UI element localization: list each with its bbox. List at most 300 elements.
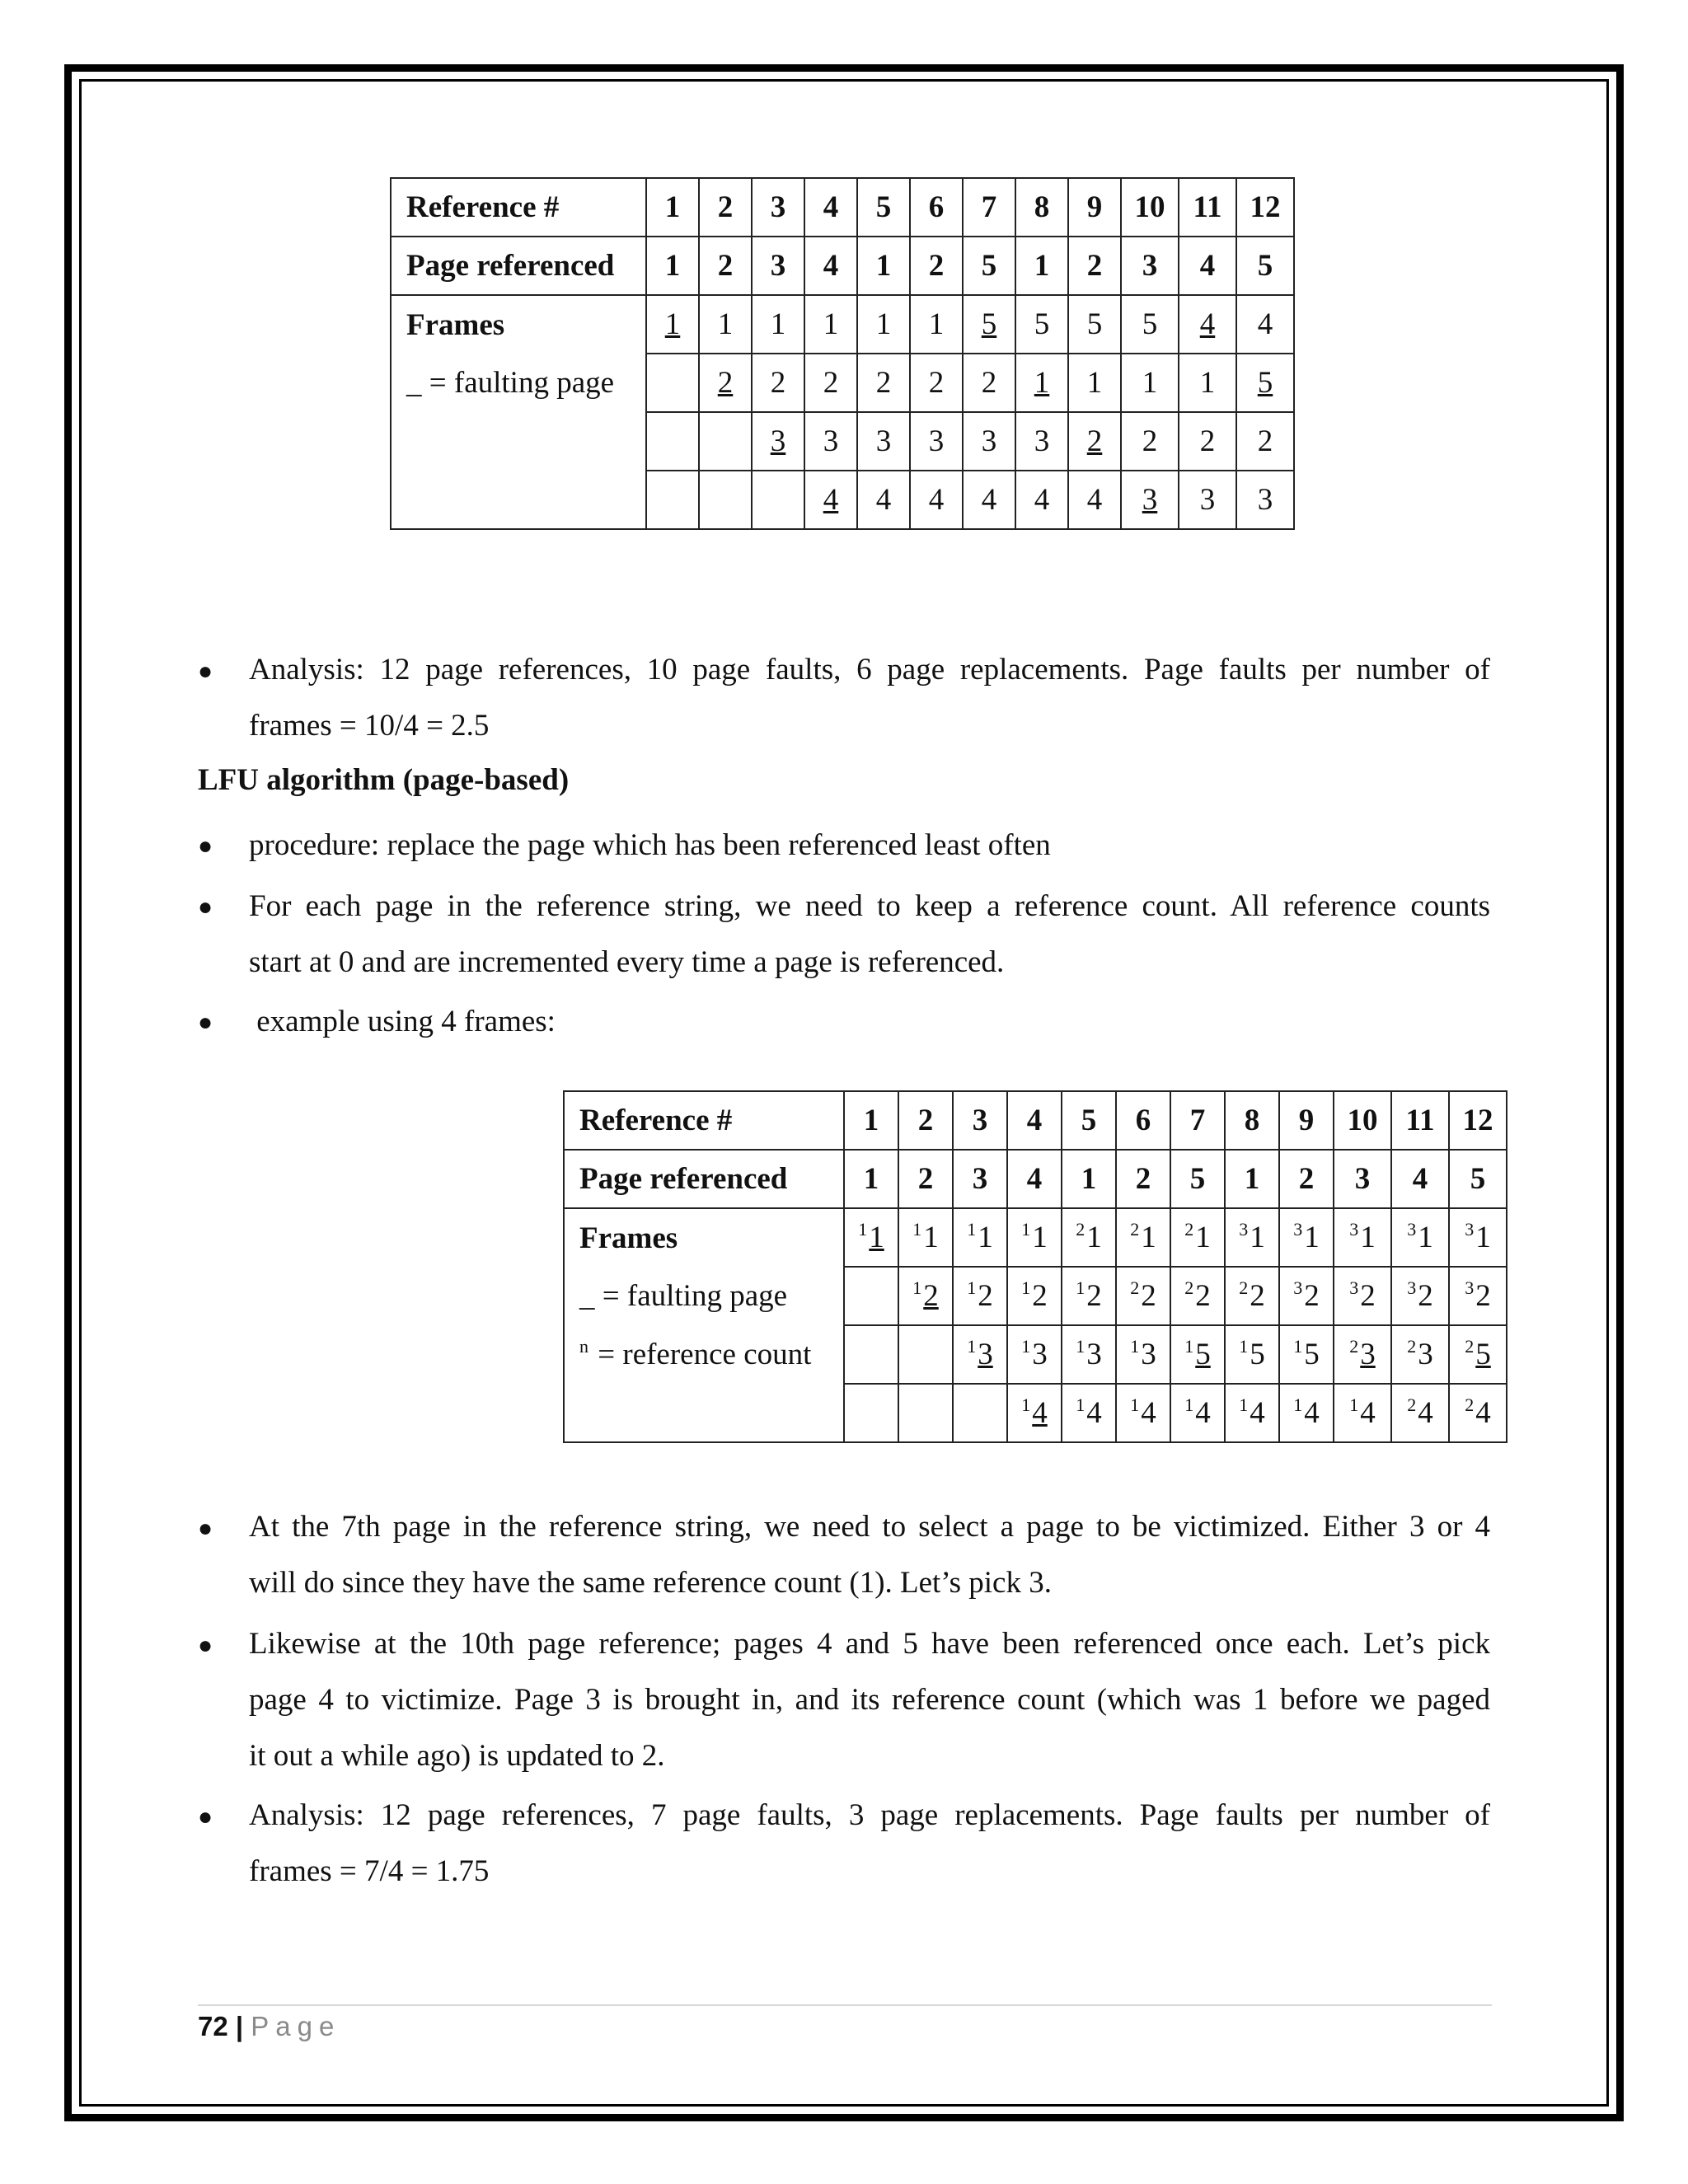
frame-cell [857,295,910,354]
page-number: 72 [198,2011,228,2041]
frame-page-value: 2 [823,366,839,400]
frame-cell [953,1384,1007,1442]
reference-count: 2 [1349,1336,1359,1357]
frame-cell [752,295,804,354]
legend-superscript: n [579,1336,588,1357]
frame-page-value: 5 [981,307,997,341]
table-row [564,1150,1507,1208]
frame-page-value: 5 [1086,307,1103,341]
frame-page-value: 4 [1034,483,1050,517]
frame-cell [1015,412,1068,471]
frame-page-value: 4 [1141,1396,1156,1430]
frame-cell [953,1267,1007,1325]
bullet-icon: ● [198,658,213,685]
table-label-blank [391,412,646,471]
frame-cell [1179,471,1236,529]
victim-line2: will do since they have the same reference count (1). Let’s pick 3. [249,1566,1052,1600]
reference-count: 1 [967,1336,977,1357]
frame-cell [1279,1208,1334,1267]
table-label-blank [391,471,646,529]
frame-cell [1334,1208,1391,1267]
frame-cell [1279,1267,1334,1325]
frame-cell [857,412,910,471]
reference-count: 3 [1293,1277,1303,1298]
table-row [391,471,1294,529]
reference-number-cell: 6 [910,178,963,237]
frame-page-value: 1 [1475,1221,1491,1254]
reference-count: 1 [858,1219,868,1240]
analysis-lfu-line2: frames = 7/4 = 1.75 [249,1854,490,1888]
frame-cell [1225,1325,1279,1384]
table-row [391,237,1294,295]
reference-number-label: Reference # [564,1091,844,1150]
reference-count: 2 [1465,1394,1475,1415]
frame-page-value: 2 [1257,424,1273,458]
frame-cell [1449,1325,1507,1384]
table-row [391,295,1294,354]
frame-page-value: 4 [1257,307,1273,341]
example-text: example using 4 frames: [249,1005,556,1038]
frame-page-value: 4 [981,483,997,517]
frame-page-value: 1 [1304,1221,1320,1254]
reference-count: 2 [1076,1219,1085,1240]
frame-cell [646,471,699,529]
frame-page-value: 4 [1250,1396,1265,1430]
reference-count: 1 [1130,1394,1140,1415]
frame-cell [1179,295,1236,354]
frame-cell [857,354,910,412]
frame-page-value: 4 [928,483,945,517]
reference-count: 1 [1076,1277,1085,1298]
frame-cell [1225,1384,1279,1442]
frame-page-value: 3 [1257,483,1273,517]
frame-page-value: 2 [1032,1279,1048,1313]
frame-cell [752,471,804,529]
page-referenced-cell: 4 [1179,237,1236,295]
reference-number-cell: 11 [1391,1091,1449,1150]
reference-number-cell: 12 [1236,178,1294,237]
fifo-page-table [390,177,1295,530]
reference-count: 2 [1184,1277,1194,1298]
likewise-text [249,1616,1490,1784]
page-referenced-cell: 5 [963,237,1015,295]
page-referenced-cell: 5 [1236,237,1294,295]
footer-divider [198,2004,1492,2006]
frame-page-value: 4 [1418,1396,1433,1430]
reference-count: 1 [967,1219,977,1240]
page-referenced-cell: 2 [898,1150,953,1208]
reference-count: 2 [1407,1394,1417,1415]
reference-count: 3 [1349,1277,1359,1298]
frame-page-value: 4 [1086,483,1103,517]
reference-count: 3 [1465,1277,1475,1298]
reference-number-cell: 5 [857,178,910,237]
frame-page-value: 3 [875,424,892,458]
frame-cell [1334,1325,1391,1384]
frame-page-value: 5 [1250,1338,1265,1371]
frame-page-value: 1 [1250,1221,1265,1254]
frame-page-value: 5 [1257,366,1273,400]
frame-cell [1225,1208,1279,1267]
page-referenced-cell: 2 [1068,237,1121,295]
frame-page-value: 3 [1142,483,1158,517]
frame-cell [1170,1384,1225,1442]
frame-cell [1179,354,1236,412]
frame-cell [1062,1325,1116,1384]
analysis-fifo-line2: frames = 10/4 = 2.5 [249,709,490,743]
frame-page-value: 1 [875,307,892,341]
frame-cell [844,1208,898,1267]
page-referenced-cell: 4 [1391,1150,1449,1208]
frame-page-value: 3 [1034,424,1050,458]
page-referenced-cell: 2 [1279,1150,1334,1208]
frame-cell [1170,1267,1225,1325]
reference-count-text [249,879,1490,991]
frame-cell [1116,1208,1170,1267]
frame-page-value: 2 [1086,1279,1102,1313]
reference-count: 2 [1130,1219,1140,1240]
reference-number-cell: 3 [752,178,804,237]
frame-cell [898,1384,953,1442]
frame-cell [1236,295,1294,354]
reference-number-cell: 7 [1170,1091,1225,1150]
frame-cell [910,295,963,354]
procedure-text: procedure: replace the page which has been referenced least often [249,828,1051,862]
frame-cell [910,412,963,471]
frame-page-value: 1 [664,307,681,341]
table-row [564,1091,1507,1150]
frame-cell [1334,1267,1391,1325]
frame-cell [1236,471,1294,529]
reference-number-cell: 9 [1279,1091,1334,1150]
frame-page-value: 3 [823,424,839,458]
analysis-lfu [249,1788,1490,1900]
reference-number-cell: 4 [804,178,857,237]
page-word: Page [251,2011,341,2041]
reference-count: 2 [1130,1277,1140,1298]
frames-label: Frames [564,1208,844,1267]
reference-number-cell: 12 [1449,1091,1507,1150]
frame-page-value: 2 [770,366,786,400]
reference-count-line1: For each page in the reference string, we need to keep a reference count. All reference counts [249,889,1490,923]
page-referenced-cell: 3 [752,237,804,295]
frame-cell [844,1325,898,1384]
frame-cell [646,354,699,412]
frame-cell [1121,471,1179,529]
frame-page-value: 1 [1418,1221,1433,1254]
frame-page-value: 4 [823,483,839,517]
frame-page-value: 2 [1418,1279,1433,1313]
frame-page-value: 1 [1199,366,1216,400]
reference-count: 1 [912,1219,922,1240]
analysis-fifo-line1: Analysis: 12 page references, 10 page faults, 6 page replacements. Page faults per number of [249,653,1490,687]
frame-cell [1449,1267,1507,1325]
victim-line1: At the 7th page in the reference string, we need to select a page to be victimized. Either 3 or 4 [249,1510,1490,1544]
frame-page-value: 2 [1086,424,1103,458]
frame-page-value: 1 [928,307,945,341]
reference-count: 1 [1021,1219,1031,1240]
frame-cell [898,1267,953,1325]
frame-cell [963,412,1015,471]
reference-count: 3 [1407,1219,1417,1240]
frame-cell [1007,1267,1062,1325]
likewise-line3: it out a while ago) is updated to 2. [249,1739,665,1773]
reference-count: 1 [1184,1394,1194,1415]
frame-cell [1391,1208,1449,1267]
bullet-icon: ● [198,1803,213,1830]
frame-cell [844,1267,898,1325]
reference-number-cell: 1 [646,178,699,237]
frame-page-value: 5 [1475,1338,1491,1371]
reference-number-cell: 8 [1015,178,1068,237]
page-referenced-cell: 2 [910,237,963,295]
frame-cell [699,354,752,412]
frame-page-value: 2 [1141,1279,1156,1313]
frame-cell [1007,1384,1062,1442]
frame-page-value: 5 [1195,1338,1211,1371]
frame-page-value: 2 [1304,1279,1320,1313]
reference-number-cell: 3 [953,1091,1007,1150]
reference-number-cell: 11 [1179,178,1236,237]
frame-cell [1391,1384,1449,1442]
frame-cell [1068,354,1121,412]
frame-cell [646,412,699,471]
frame-cell [1236,354,1294,412]
frame-cell [1391,1267,1449,1325]
page-referenced-label: Page referenced [391,237,646,295]
frame-page-value: 3 [928,424,945,458]
legend-count-text: = reference count [590,1338,812,1371]
reference-count: 2 [1465,1336,1475,1357]
reference-number-cell: 4 [1007,1091,1062,1150]
footer-separator: | [235,2011,244,2041]
reference-count: 1 [1293,1394,1303,1415]
frame-page-value: 3 [1360,1338,1376,1371]
victim-text [249,1499,1490,1611]
frame-page-value: 4 [1032,1396,1048,1430]
frame-page-value: 1 [978,1221,993,1254]
frame-cell [1170,1325,1225,1384]
page-referenced-cell: 3 [1334,1150,1391,1208]
reference-count: 3 [1407,1277,1417,1298]
frame-cell [1068,295,1121,354]
frame-page-value: 2 [928,366,945,400]
page-referenced-cell: 1 [1015,237,1068,295]
reference-number-cell: 7 [963,178,1015,237]
frame-page-value: 2 [717,366,734,400]
frame-page-value: 2 [923,1279,939,1313]
table-row [564,1325,1507,1384]
frame-cell [1236,412,1294,471]
reference-number-cell: 10 [1334,1091,1391,1150]
frame-cell [699,412,752,471]
frame-page-value: 4 [875,483,892,517]
frame-cell [699,471,752,529]
frame-page-value: 4 [1199,307,1216,341]
reference-count-line2: start at 0 and are incremented every time a page is referenced. [249,945,1005,979]
frame-page-value: 2 [978,1279,993,1313]
frame-page-value: 1 [923,1221,939,1254]
frame-cell [1015,471,1068,529]
frame-cell [1279,1325,1334,1384]
frame-cell [804,354,857,412]
table-row [564,1384,1507,1442]
page-referenced-cell: 1 [857,237,910,295]
frame-cell [963,471,1015,529]
page-referenced-cell: 2 [1116,1150,1170,1208]
reference-count: 1 [1293,1336,1303,1357]
frame-cell [1121,354,1179,412]
reference-count: 2 [1239,1277,1249,1298]
frame-page-value: 1 [1086,366,1103,400]
frames-label: Frames [391,295,646,354]
frame-page-value: 3 [981,424,997,458]
frame-cell [1225,1267,1279,1325]
frame-page-value: 1 [717,307,734,341]
page-referenced-cell: 5 [1170,1150,1225,1208]
frame-page-value: 3 [1199,483,1216,517]
frame-page-value: 4 [1360,1396,1376,1430]
frame-cell [1334,1384,1391,1442]
frame-page-value: 2 [875,366,892,400]
frame-page-value: 4 [1304,1396,1320,1430]
frame-page-value: 1 [1360,1221,1376,1254]
frame-cell [910,354,963,412]
reference-count-legend [564,1325,844,1384]
frame-page-value: 2 [1360,1279,1376,1313]
frame-cell [898,1208,953,1267]
frame-page-value: 3 [1141,1338,1156,1371]
frame-page-value: 3 [770,424,786,458]
bullet-icon: ● [198,1515,213,1542]
frame-cell [963,354,1015,412]
frame-cell [1449,1208,1507,1267]
likewise-line2: page 4 to victimize. Page 3 is brought in, and its reference count (which was 1 before we paged [249,1683,1490,1717]
likewise-line1: Likewise at the 10th page reference; pages 4 and 5 have been referenced once each. Let’s pick [249,1627,1490,1661]
reference-count: 1 [1021,1336,1031,1357]
frame-page-value: 3 [978,1338,993,1371]
frame-cell [1007,1208,1062,1267]
frame-cell [1121,295,1179,354]
reference-count: 3 [1465,1219,1475,1240]
reference-number-cell: 8 [1225,1091,1279,1150]
page-referenced-cell: 1 [1062,1150,1116,1208]
frame-cell [953,1208,1007,1267]
reference-number-cell: 2 [898,1091,953,1150]
frame-cell [1449,1384,1507,1442]
table-row [564,1208,1507,1267]
reference-number-cell: 10 [1121,178,1179,237]
frame-page-value: 1 [1086,1221,1102,1254]
bullet-icon: ● [198,893,213,921]
frame-page-value: 2 [1199,424,1216,458]
reference-count: 1 [1076,1394,1085,1415]
frame-cell [844,1384,898,1442]
reference-count: 1 [1349,1394,1359,1415]
reference-count: 1 [1184,1336,1194,1357]
frame-cell [1062,1208,1116,1267]
table-row [391,178,1294,237]
page-referenced-label: Page referenced [564,1150,844,1208]
frame-page-value: 3 [1032,1338,1048,1371]
table-row [391,354,1294,412]
frame-cell [1068,471,1121,529]
frame-page-value: 1 [823,307,839,341]
reference-count: 1 [967,1277,977,1298]
frame-cell [752,412,804,471]
faulting-page-legend: _ = faulting page [564,1267,844,1325]
frame-cell [1170,1208,1225,1267]
frame-cell [1179,412,1236,471]
frame-page-value: 2 [1195,1279,1211,1313]
analysis-fifo [249,642,1490,754]
frame-page-value: 3 [1418,1338,1433,1371]
frame-cell [1391,1325,1449,1384]
table-label-blank [564,1384,844,1442]
page-referenced-cell: 1 [1225,1150,1279,1208]
frame-page-value: 4 [1475,1396,1491,1430]
frame-page-value: 1 [1141,1221,1156,1254]
frame-page-value: 1 [770,307,786,341]
reference-count: 1 [1021,1277,1031,1298]
frame-cell [1062,1267,1116,1325]
page-referenced-cell: 3 [953,1150,1007,1208]
reference-number-cell: 6 [1116,1091,1170,1150]
frame-cell [898,1325,953,1384]
reference-number-cell: 9 [1068,178,1121,237]
lfu-heading: LFU algorithm (page-based) [198,763,570,797]
frame-cell [699,295,752,354]
reference-count: 1 [1076,1336,1085,1357]
reference-number-cell: 1 [844,1091,898,1150]
frame-cell [963,295,1015,354]
frame-page-value: 2 [1250,1279,1265,1313]
page-referenced-cell: 3 [1121,237,1179,295]
frame-cell [804,471,857,529]
frame-cell [1116,1384,1170,1442]
bullet-icon: ● [198,1632,213,1659]
frame-cell [910,471,963,529]
bullet-icon: ● [198,1009,213,1036]
frame-cell [1062,1384,1116,1442]
table-row [391,412,1294,471]
analysis-lfu-line1: Analysis: 12 page references, 7 page faults, 3 page replacements. Page faults per number of [249,1798,1490,1832]
reference-count: 2 [1184,1219,1194,1240]
frame-page-value: 5 [1034,307,1050,341]
frame-page-value: 1 [1032,1221,1048,1254]
frame-page-value: 2 [1142,424,1158,458]
frame-page-value: 1 [1195,1221,1211,1254]
page-referenced-cell: 4 [1007,1150,1062,1208]
faulting-page-legend: _ = faulting page [391,354,646,412]
frame-page-value: 1 [1034,366,1050,400]
frame-page-value: 2 [981,366,997,400]
reference-count: 1 [912,1277,922,1298]
lfu-page-table [563,1090,1507,1443]
reference-count: 1 [1239,1336,1249,1357]
page-referenced-cell: 4 [804,237,857,295]
frame-page-value: 3 [1086,1338,1102,1371]
reference-count: 3 [1239,1219,1249,1240]
frame-cell [1015,354,1068,412]
frame-page-value: 2 [1475,1279,1491,1313]
page-footer [198,2011,340,2042]
reference-number-label: Reference # [391,178,646,237]
frame-page-value: 5 [1142,307,1158,341]
reference-count: 3 [1293,1219,1303,1240]
frame-page-value: 1 [1142,366,1158,400]
frame-cell [1279,1384,1334,1442]
